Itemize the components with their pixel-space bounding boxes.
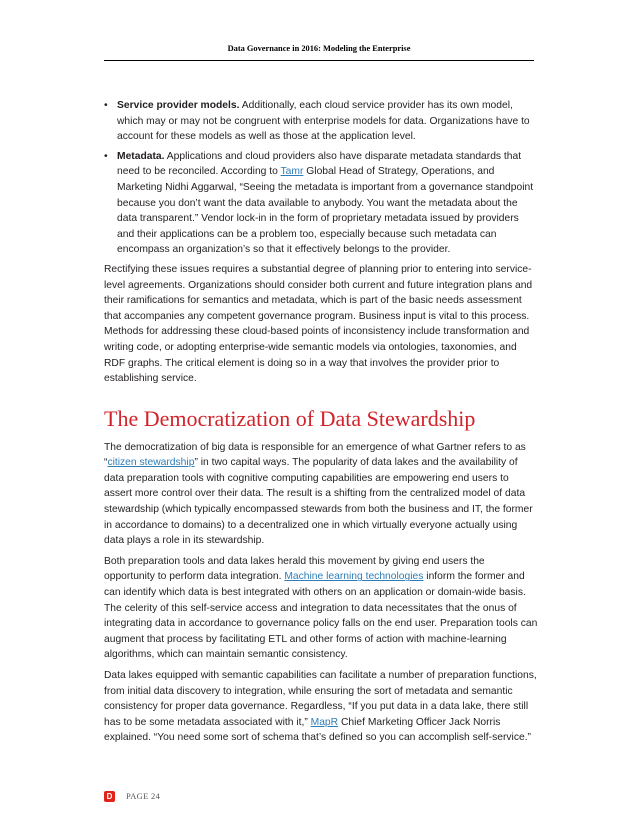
mapr-link[interactable]: MapR [310, 716, 339, 728]
paragraph-rectifying: Rectifying these issues requires a substantial degree of planning prior to entering into service-level agreements. Organizations should consider both current and future integration plans and their ramifications for semantics and metadata, which is part of the basic needs assessment that accompanies any competent governance program. Business input is vital to this process. Methods for addressing these cloud-based points of inconsistency include transformation and writing code, or adopting enterprise-wide semantic models via ontologies, taxonomies, and RDF graphs. The critical element is doing so in a way that involves the provider prior to establishing service. [104, 263, 533, 385]
section-heading: The Democratization of Data Stewardship [104, 405, 476, 431]
paragraph-preparation-tools [104, 554, 538, 663]
paragraph-text: ” in two capital ways. The popularity of data lakes and the availability of data preparation tools with cognitive computing capabilities are empowering end users to assert more control over their data. The result is a shifting from the centralized model of data stewardship (which typically encompassed stewards from both the business and IT, the former in accordance to domains) to a decentralized one in which virtually everyone actually using data plays a role in its stewardship. [104, 457, 533, 547]
header-divider [104, 60, 534, 61]
bullet-list [104, 98, 538, 258]
bullet-text: Applications and cloud providers also have disparate metadata standards that need to be reconciled. According to [117, 150, 522, 178]
paragraph-text: inform the former and can identify which data is best integrated with others on an application or domain-wide basis. The celerity of this self-service access and integration to data necessitates that the onus of integrating data in accordance to governance policy falls on the end user. Preparation tools can augment that process by facilitating ETL and other forms of action with machine-learning algorithms, which can maintain semantic consistency. [104, 571, 538, 661]
bullet-icon: • [104, 100, 108, 111]
paragraph-text: Both preparation tools and data lakes herald this movement by giving end users the opportunity to perform data integration. [104, 555, 485, 583]
bullet-text: Global Head of Strategy, Operations, and Marketing Nidhi Aggarwal, “Seeing the metadata is important from a governance standpoint because you don’t want the data available to anybody. You want the metadata about the data transparent.” Vendor lock-in in the form of proprietary metadata issued by providers and their applications can be a problem too, especially because such metadata can encompass an organization’s so that it effectively belongs to the provider. [117, 166, 534, 256]
paragraph-democratization [104, 440, 538, 549]
paragraph-data-lakes [104, 668, 538, 746]
bullet-service-provider-models [104, 98, 538, 145]
page-number: PAGE 24 [126, 791, 161, 801]
tamr-link[interactable]: Tamr [280, 166, 304, 178]
bullet-term: Metadata. [117, 150, 165, 162]
machine-learning-link[interactable]: Machine learning technologies [284, 571, 424, 583]
brand-logo-icon: D [104, 791, 115, 802]
running-header: Data Governance in 2016: Modeling the Enterprise [227, 44, 411, 53]
bullet-icon: • [104, 150, 108, 162]
paragraph-text: The democratization of big data is responsible for an emergence of what Gartner refers to as “ [104, 441, 526, 469]
bullet-term: Service provider models. [117, 100, 240, 111]
page-body [104, 98, 538, 751]
citizen-stewardship-link[interactable]: citizen stewardship [107, 457, 195, 469]
bullet-text: Additionally, each cloud service provider has its own model, which may or may not be congruent with enterprise models for data. Organizations have to account for these models as well as those at the application level. [117, 100, 530, 143]
paragraph-text: Data lakes equipped with semantic capabilities can facilitate a number of preparation functions, from initial data discovery to integration, while ensuring the sort of metadata and semantic consistency for proper data governance. Regardless, “If you put data in a data lake, there still has to be some metadata associated with it,” [104, 670, 537, 728]
page-footer [104, 788, 160, 804]
bullet-metadata [104, 149, 538, 258]
paragraph-text: Chief Marketing Officer Jack Norris explained. “You need some sort of schema that’s defined so you can accomplish self-service.” [104, 716, 531, 744]
